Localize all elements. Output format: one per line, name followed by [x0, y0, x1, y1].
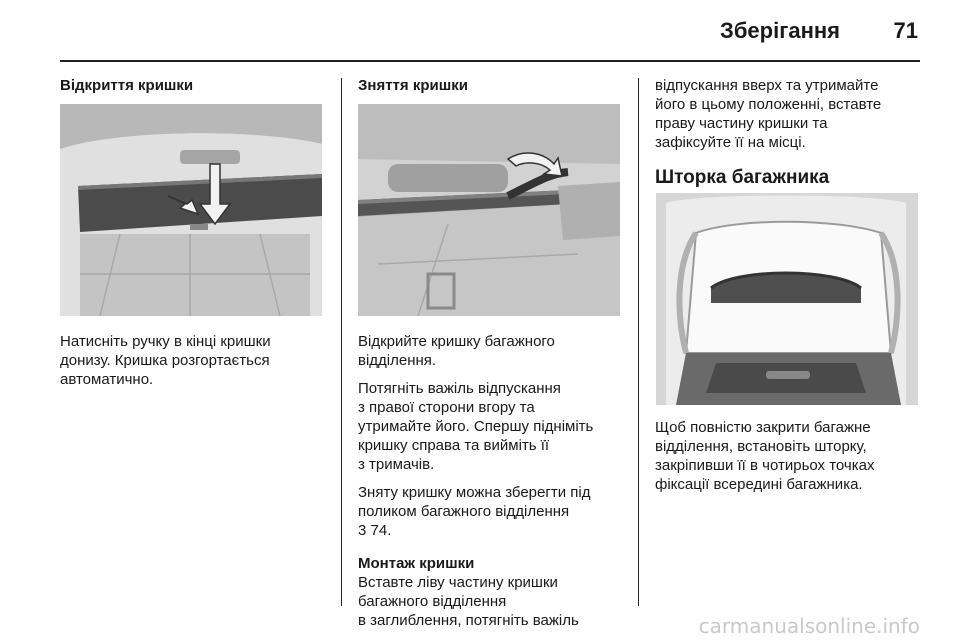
text-line: донизу. Кришка розгортається [60, 352, 270, 369]
column-1 [60, 76, 324, 95]
section-heading: Відкриття кришки [60, 77, 194, 94]
text-line: автоматично. [60, 371, 154, 388]
column-3-body [655, 418, 935, 494]
text-line: відділення, встановіть шторку, [655, 438, 867, 455]
text-line: закріпивши її в чотирьох точках [655, 457, 875, 474]
text-line: кришку справа та вийміть її [358, 437, 550, 454]
text-line: Відкрийте кришку багажного [358, 333, 555, 350]
text-line: відпускання вверх та утримайте [655, 77, 879, 94]
section-heading: Монтаж кришки [358, 555, 475, 572]
header-rule [60, 60, 920, 62]
text-line: Зняту кришку можна зберегти під [358, 484, 591, 501]
text-line: його в цьому положенні, вставте [655, 96, 882, 113]
text-line: Натисніть ручку в кінці кришки [60, 333, 271, 350]
text-line: праву частину кришки та [655, 115, 828, 132]
column-divider [341, 78, 342, 606]
text-line: Потягніть важіль відпускання [358, 380, 561, 397]
column-1-body [60, 332, 324, 389]
column-2 [358, 76, 622, 95]
page-number: 71 [893, 18, 918, 43]
text-line: фіксації всередині багажника. [655, 476, 863, 493]
page-header [0, 0, 960, 64]
figure-cover-open [60, 104, 322, 316]
cover-open-illustration [60, 104, 322, 316]
column-2-body [358, 332, 638, 630]
figure-cover-remove [358, 104, 620, 316]
text-line: багажного відділення [358, 593, 507, 610]
figure-trunk-shade [656, 193, 918, 405]
cover-remove-illustration [358, 104, 620, 316]
text-line: з правої сторони вгору та [358, 399, 535, 416]
text-line: відділення. [358, 352, 437, 369]
text-line: зафіксуйте її на місці. [655, 134, 806, 151]
text-line: Вставте ліву частину кришки [358, 574, 558, 591]
section-heading: Шторка багажника [655, 167, 830, 188]
text-line: з тримачів. [358, 456, 435, 473]
column-divider [638, 78, 639, 606]
text-line: в заглиблення, потягніть важіль [358, 612, 579, 629]
text-line: поликом багажного відділення [358, 503, 570, 520]
column-3-top [655, 76, 935, 190]
section-title: Зберігання [720, 18, 840, 43]
section-heading: Зняття кришки [358, 77, 468, 94]
watermark: carmanualsonline.info [698, 614, 920, 638]
page-reference: 3 74. [358, 522, 392, 539]
trunk-shade-illustration [656, 193, 918, 405]
text-line: утримайте його. Спершу підніміть [358, 418, 594, 435]
text-line: Щоб повністю закрити багажне [655, 419, 871, 436]
